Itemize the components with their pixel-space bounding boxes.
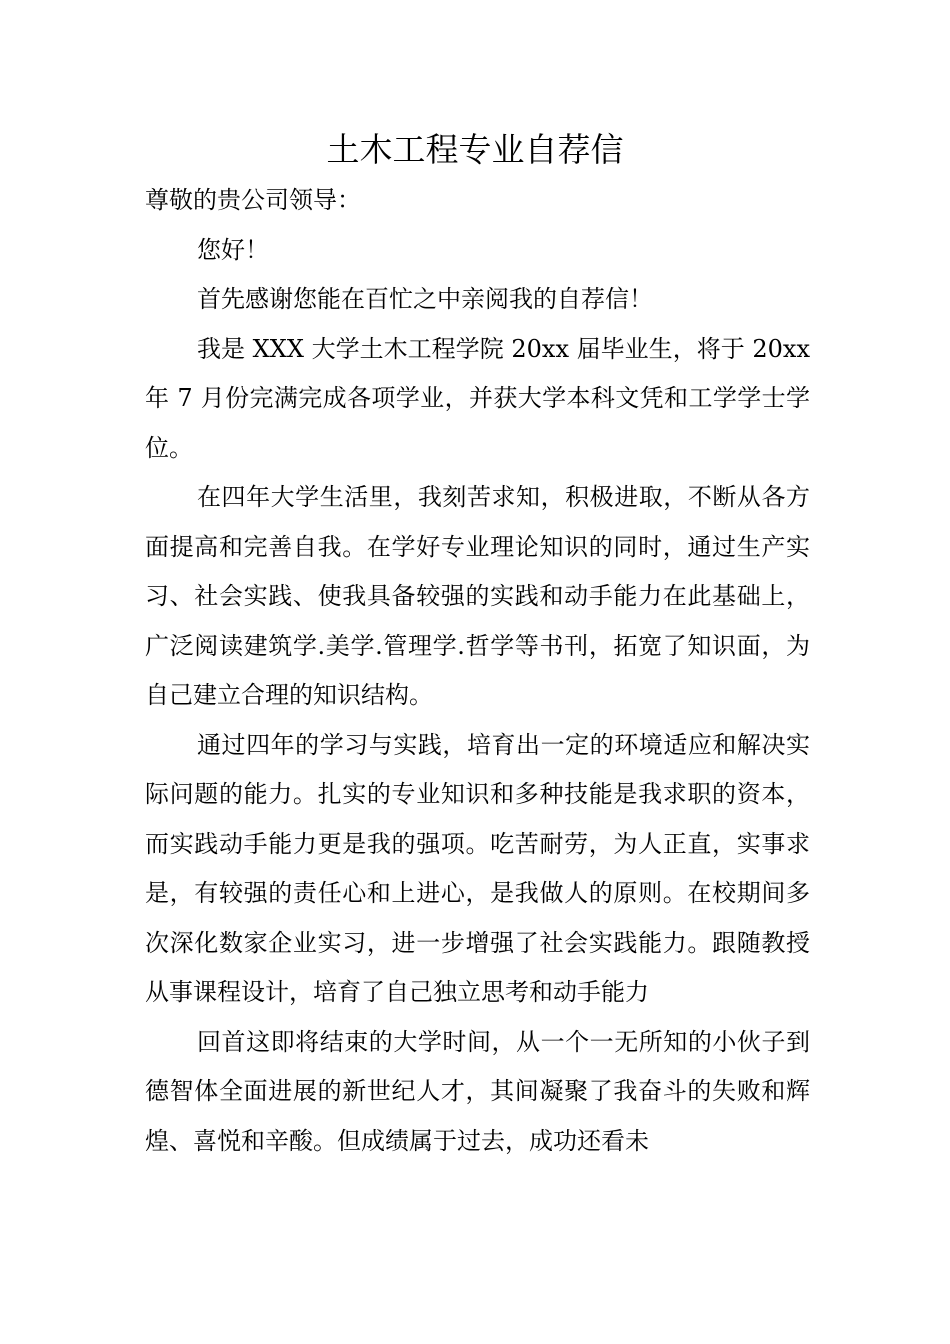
paragraph-reflection: 回首这即将结束的大学时间，从一个一无所知的小伙子到德智体全面进展的新世纪人才，其间凝聚了我奋斗的失败和辉煌、喜悦和辛酸。但成绩属于过去，成功还看未: [145, 1027, 810, 1155]
paragraph-abilities: 通过四年的学习与实践，培育出一定的环境适应和解决实际问题的能力。扎实的专业知识和多种技能是我求职的资本，而实践动手能力更是我的强项。吃苦耐劳，为人正直，实事求是，有较强的责任心和上进心，是我做人的原则。在校期间多次深化数家企业实习，进一步增强了社会实践能力。跟随教授从事课程设计，培育了自己独立思考和动手能力: [145, 730, 810, 1006]
document-title: 土木工程专业自荐信: [326, 130, 624, 169]
salutation: 尊敬的贵公司领导：: [145, 186, 361, 214]
paragraph-greeting: 您好！: [197, 235, 269, 264]
paragraph-introduction: 我是 XXX 大学土木工程学院 20xx 届毕业生，将于 20xx 年 7 月份完满完成各项学业，并获大学本科文凭和工学学士学位。: [145, 334, 810, 462]
paragraph-university-life: 在四年大学生活里，我刻苦求知，积极进取，不断从各方面提高和完善自我。在学好专业理论知识的同时，通过生产实习、社会实践、使我具备较强的实践和动手能力在此基础上，广泛阅读建筑学.美学.管理学.哲学等书刊，拓宽了知识面，为自己建立合理的知识结构。: [145, 483, 810, 709]
paragraph-thanks: 首先感谢您能在百忙之中亲阅我的自荐信！: [197, 285, 653, 313]
letter-body: [145, 176, 810, 1166]
